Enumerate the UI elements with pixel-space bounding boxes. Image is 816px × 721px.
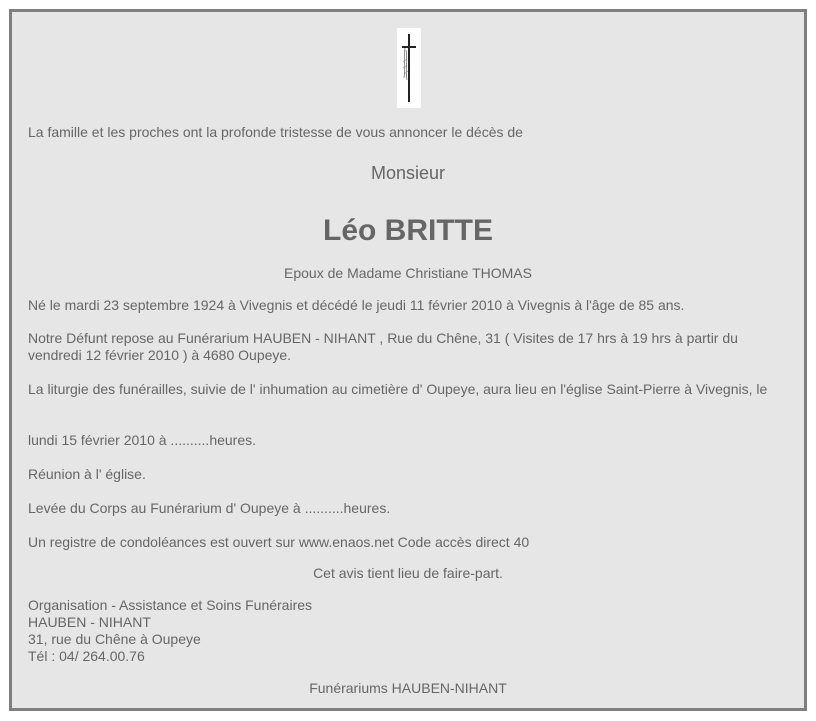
organisation-name: HAUBEN - NIHANT xyxy=(28,614,151,630)
organisation-phone: Tél : 04/ 264.00.76 xyxy=(28,648,145,664)
footer-text: Funérariums HAUBEN-NIHANT xyxy=(309,680,507,696)
organisation-address: 31, rue du Chêne à Oupeye xyxy=(28,631,201,647)
spouse-text: Epoux de Madame Christiane THOMAS xyxy=(284,265,532,281)
meeting-text: Réunion à l' église. xyxy=(28,466,146,482)
rest-text: Notre Défunt repose au Funérarium HAUBEN - NIHANT , Rue du Chêne, 31 ( Visites de 17 hrs à 19 hrs à partir du vendredi 12 février 2010 ) à 4680 Oupeye. xyxy=(28,330,738,363)
levee-text: Levée du Corps au Funérarium d' Oupeye à ..........heures. xyxy=(28,500,391,516)
funeral-date: lundi 15 février 2010 à ..........heures. xyxy=(28,432,257,448)
birth-death-text: Né le mardi 23 septembre 1924 à Vivegnis et décédé le jeudi 11 février 2010 à Vivegnis à l'âge de 85 ans. xyxy=(28,297,685,313)
intro-text: La famille et les proches ont la profonde tristesse de vous annoncer le décès de xyxy=(28,124,523,140)
notice-text: Cet avis tient lieu de faire-part. xyxy=(313,565,503,581)
organisation-line: Organisation - Assistance et Soins Funéraires xyxy=(28,597,313,613)
registry-text: Un registre de condoléances est ouvert sur www.enaos.net Code accès direct 40 xyxy=(28,534,530,550)
cross-icon xyxy=(397,28,421,108)
honorific: Monsieur xyxy=(370,163,446,183)
organisation-block xyxy=(28,597,788,665)
death-notice xyxy=(9,9,807,711)
deceased-name: Léo BRITTE xyxy=(323,214,493,247)
liturgy-text: La liturgie des funérailles, suivie de l' inhumation au cimetière d' Oupeye, aura lieu en l'église Saint-Pierre à Vivegnis, le xyxy=(28,381,768,397)
